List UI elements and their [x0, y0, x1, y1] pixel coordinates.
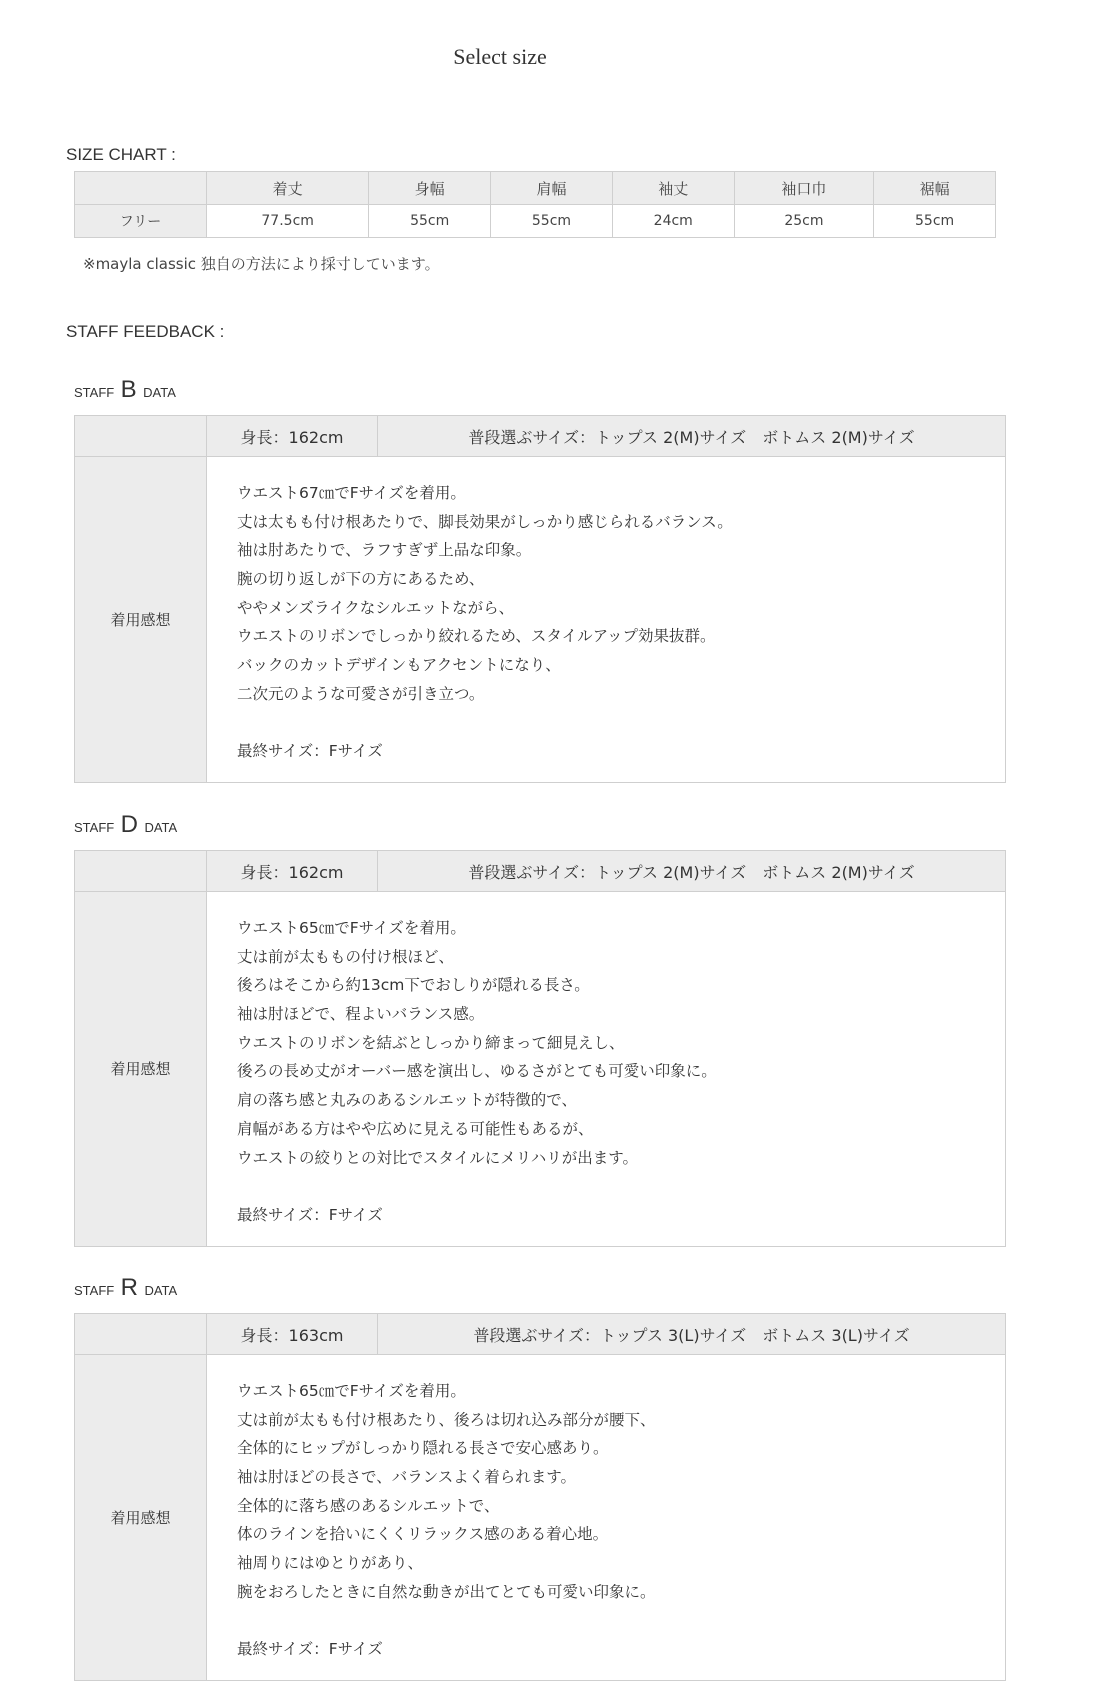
- staff-heading-letter: B: [120, 376, 137, 403]
- staff-height: 身長：162cm: [207, 851, 378, 892]
- impression-line: 丈は太もも付け根あたりで、脚長効果がしっかり感じられるバランス。: [237, 512, 733, 531]
- staff-heading: [74, 811, 177, 839]
- impression-line: ウエストのリボンでしっかり絞れるため、スタイルアップ効果抜群。: [237, 627, 716, 646]
- blank-cell: [75, 851, 207, 892]
- impression-line: ウエスト65㎝でFサイズを着用。: [237, 1382, 466, 1400]
- size-chart-value: 25cm: [734, 205, 874, 238]
- staff-heading-letter: D: [120, 811, 138, 838]
- impression-line: 肩幅がある方はやや広めに見える可能性もあるが、: [237, 1119, 594, 1138]
- staff-profile-row: [75, 851, 1006, 892]
- blank-cell: [75, 416, 207, 457]
- impression-line: 全体的にヒップがしっかり隠れる長さで安心感あり。: [237, 1439, 609, 1458]
- final-size: 最終サイズ：Fサイズ: [237, 742, 383, 761]
- staff-profile-row: [75, 1314, 1006, 1355]
- staff-heading-suffix: DATA: [144, 820, 178, 835]
- staff-heading: [74, 376, 176, 404]
- impression-line: バックのカットデザインもアクセントになり、: [237, 656, 561, 675]
- size-chart-value: 55cm: [369, 205, 491, 238]
- size-chart-header-cell: [75, 172, 207, 205]
- staff-heading-letter: R: [120, 1274, 138, 1301]
- final-size: 最終サイズ：Fサイズ: [237, 1640, 383, 1659]
- size-chart-header-cell: 袖丈: [612, 172, 734, 205]
- size-chart-value: 55cm: [874, 205, 996, 238]
- staff-impression-row: [75, 457, 1006, 783]
- impression-line: ウエストのリボンを結ぶとしっかり締まって細見えし、: [237, 1033, 625, 1052]
- impression-line: 袖は肘ほどで、程よいバランス感。: [237, 1005, 485, 1024]
- staff-heading-prefix: STAFF: [74, 1283, 115, 1298]
- staff-feedback-table: [74, 850, 1006, 1247]
- impression-line: 丈は前が太もも付け根あたり、後ろは切れ込み部分が腰下、: [237, 1410, 656, 1429]
- staff-height: 身長：162cm: [207, 416, 378, 457]
- impression-line: ウエスト67㎝でFサイズを着用。: [237, 484, 466, 502]
- staff-profile-row: [75, 416, 1006, 457]
- size-chart-table: [74, 171, 996, 238]
- size-chart-header-cell: 肩幅: [491, 172, 613, 205]
- impression-label: 着用感想: [75, 892, 207, 1247]
- impression-label: 着用感想: [75, 457, 207, 783]
- impression-line: ウエスト65㎝でFサイズを着用。: [237, 919, 466, 937]
- staff-impression-row: [75, 892, 1006, 1247]
- staff-heading-prefix: STAFF: [74, 820, 115, 835]
- size-chart-header-cell: 着丈: [207, 172, 369, 205]
- staff-feedback-table: [74, 1313, 1006, 1681]
- staff-usual-size: 普段選ぶサイズ：トップス 3(L)サイズ ボトムス 3(L)サイズ: [378, 1314, 1006, 1355]
- staff-feedback-table: [74, 415, 1006, 783]
- size-chart-data-row: [75, 205, 996, 238]
- staff-heading: [74, 1274, 177, 1302]
- impression-text: [207, 457, 1006, 783]
- size-chart-header-cell: 身幅: [369, 172, 491, 205]
- impression-line: 肩の落ち感と丸みのあるシルエットが特徴的で、: [237, 1091, 577, 1110]
- size-chart-value: 77.5cm: [207, 205, 369, 238]
- impression-line: ウエストの絞りとの対比でスタイルにメリハリが出ます。: [237, 1148, 638, 1167]
- size-chart-header-cell: 裾幅: [874, 172, 996, 205]
- size-chart-note: ※mayla classic 独自の方法により採寸しています。: [83, 255, 440, 273]
- size-chart-size-name: フリー: [75, 205, 207, 238]
- staff-height: 身長：163cm: [207, 1314, 378, 1355]
- impression-line: 体のラインを拾いにくくリラックス感のある着心地。: [237, 1525, 609, 1544]
- impression-label: 着用感想: [75, 1355, 207, 1681]
- size-chart-value: 24cm: [612, 205, 734, 238]
- staff-impression-row: [75, 1355, 1006, 1681]
- size-chart-label: SIZE CHART :: [66, 145, 176, 164]
- final-size: 最終サイズ：Fサイズ: [237, 1205, 383, 1224]
- staff-heading-suffix: DATA: [143, 385, 176, 400]
- impression-line: 全体的に落ち感のあるシルエットで、: [237, 1496, 500, 1515]
- size-chart-value: 55cm: [491, 205, 613, 238]
- impression-text: [207, 1355, 1006, 1681]
- impression-line: 腕の切り返しが下の方にあるため、: [237, 570, 485, 589]
- blank-cell: [75, 1314, 207, 1355]
- staff-heading-prefix: STAFF: [74, 385, 115, 400]
- impression-line: 丈は前が太ももの付け根ほど、: [237, 947, 455, 966]
- impression-line: 二次元のような可愛さが引き立つ。: [237, 684, 485, 703]
- size-chart-header-cell: 袖口巾: [734, 172, 874, 205]
- impression-line: 袖は肘ほどの長さで、バランスよく着られます。: [237, 1468, 576, 1487]
- impression-line: 後ろはそこから約13cm下でおしりが隠れる長さ。: [237, 976, 590, 995]
- page-title: Select size: [453, 44, 547, 69]
- staff-usual-size: 普段選ぶサイズ：トップス 2(M)サイズ ボトムス 2(M)サイズ: [378, 851, 1006, 892]
- impression-text: [207, 892, 1006, 1247]
- impression-line: 袖周りにはゆとりがあり、: [237, 1554, 424, 1573]
- impression-line: 腕をおろしたときに自然な動きが出てとても可愛い印象に。: [237, 1582, 656, 1601]
- impression-line: ややメンズライクなシルエットながら、: [237, 598, 515, 617]
- size-chart-header-row: [75, 172, 996, 205]
- staff-heading-suffix: DATA: [144, 1283, 178, 1298]
- impression-line: 後ろの長め丈がオーバー感を演出し、ゆるさがとても可愛い印象に。: [237, 1062, 717, 1081]
- staff-usual-size: 普段選ぶサイズ：トップス 2(M)サイズ ボトムス 2(M)サイズ: [378, 416, 1006, 457]
- impression-line: 袖は肘あたりで、ラフすぎず上品な印象。: [237, 541, 532, 560]
- staff-feedback-label: STAFF FEEDBACK :: [66, 322, 225, 341]
